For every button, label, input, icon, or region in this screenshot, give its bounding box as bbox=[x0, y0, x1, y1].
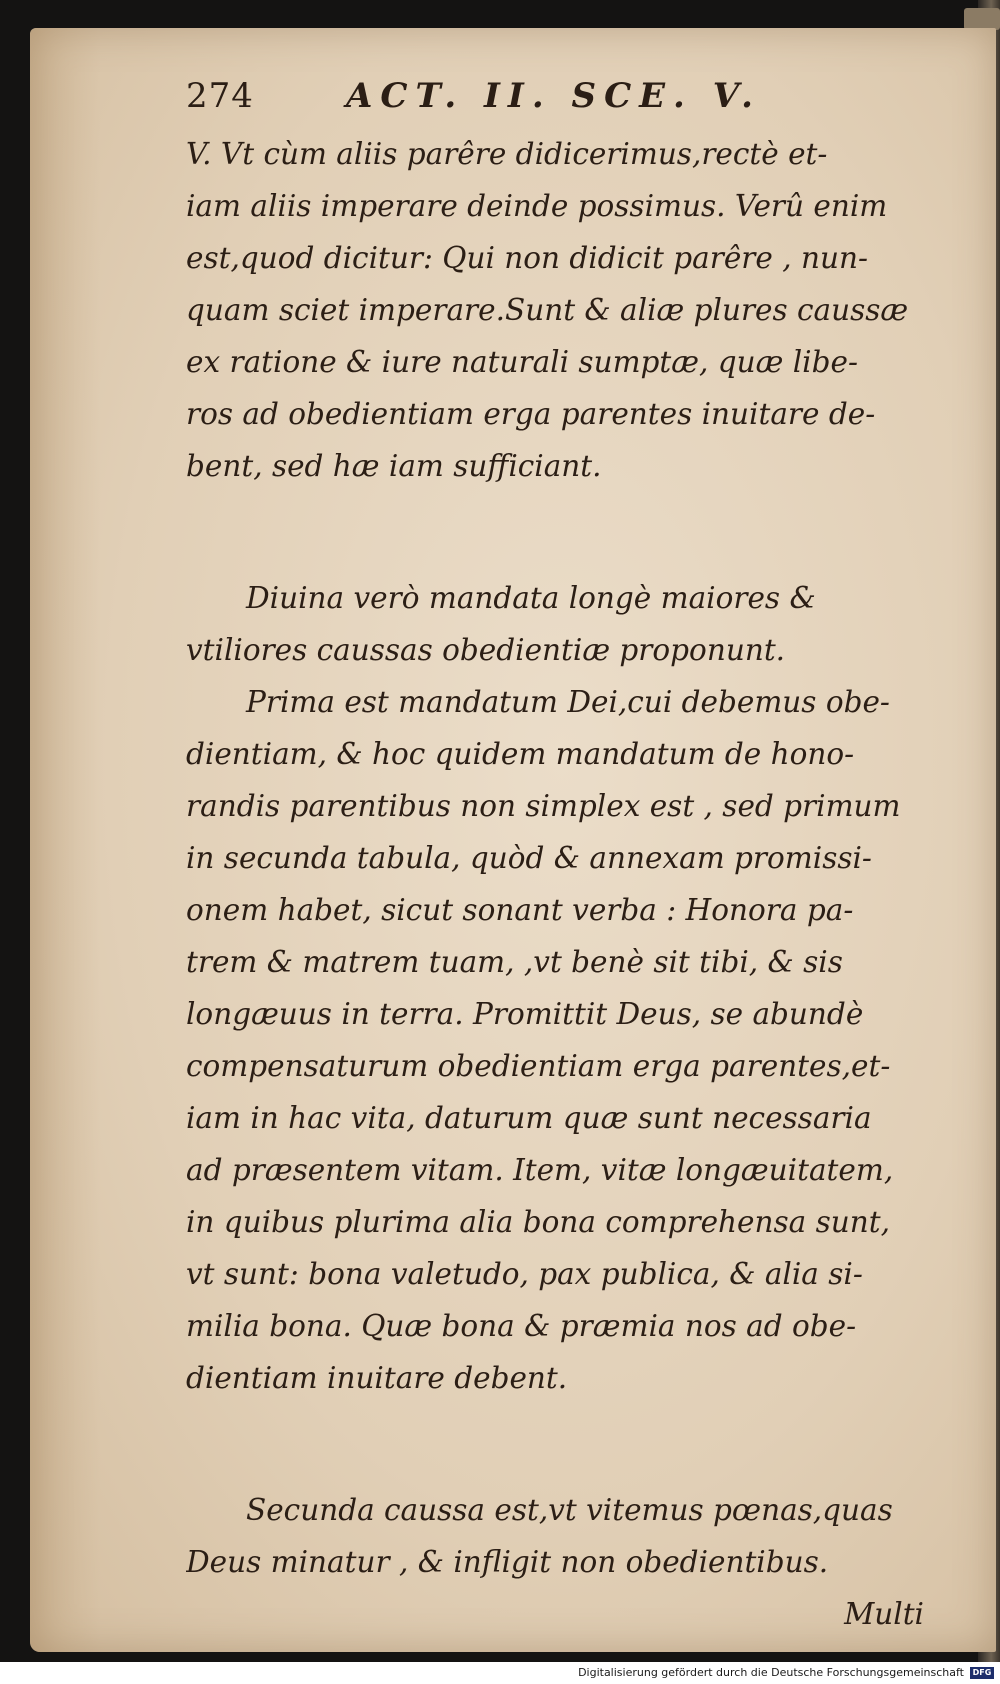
text-line: ex ratione & iure naturali sumptæ, quæ libe- bbox=[186, 345, 858, 379]
text-line: randis parentibus non simplex est , sed primum bbox=[186, 789, 901, 823]
text-line: longæuus in terra. Promittit Deus, se abundè bbox=[186, 997, 864, 1031]
text-line: bent, sed hæ iam sufficiant. bbox=[186, 449, 602, 483]
text-line: Diuina verò mandata longè maiores & bbox=[246, 581, 816, 615]
paragraph-1 bbox=[186, 128, 946, 492]
text-line: ros ad obedientiam erga parentes inuitare de- bbox=[186, 397, 876, 431]
paragraph-2 bbox=[186, 572, 946, 676]
text-line: quam sciet imperare.Sunt & aliæ plures caussæ bbox=[186, 293, 909, 327]
page-number: 274 bbox=[186, 76, 254, 116]
text-line: vtiliores caussas obedientiæ proponunt. bbox=[186, 633, 786, 667]
text-line: iam aliis imperare deinde possimus. Verû enim bbox=[186, 189, 888, 223]
text-line: trem & matrem tuam, ,vt benè sit tibi, & sis bbox=[186, 945, 843, 979]
page-text-block bbox=[186, 64, 946, 1640]
text-line: onem habet, sicut sonant verba : Honora pa- bbox=[186, 893, 854, 927]
text-line: in secunda tabula, quòd & annexam promissi- bbox=[186, 841, 872, 875]
text-line: in quibus plurima alia bona comprehensa sunt, bbox=[186, 1205, 890, 1239]
running-head: ACT. II. SCE. V. bbox=[346, 76, 761, 116]
dfg-logo-icon: DFG bbox=[970, 1667, 994, 1679]
text-line: iam in hac vita, daturum quæ sunt necessaria bbox=[186, 1101, 872, 1135]
text-line: ad præsentem vitam. Item, vitæ longæuitatem, bbox=[186, 1153, 894, 1187]
text-line: milia bona. Quæ bona & præmia nos ad obe- bbox=[186, 1309, 857, 1343]
text-line: compensaturum obedientiam erga parentes,et- bbox=[186, 1049, 891, 1083]
catchword: Multi bbox=[844, 1597, 924, 1631]
footer-bar bbox=[0, 1662, 1000, 1684]
page-header bbox=[186, 64, 946, 128]
paragraph-gap bbox=[186, 1404, 946, 1484]
paragraph-4 bbox=[186, 1484, 946, 1588]
funding-credit: Digitalisierung gefördert durch die Deutsche Forschungsgemeinschaft bbox=[578, 1666, 964, 1679]
text-line: dientiam, & hoc quidem mandatum de hono- bbox=[186, 737, 855, 771]
paragraph-3 bbox=[186, 676, 946, 1404]
spine-tab bbox=[964, 8, 1000, 30]
paragraph-gap bbox=[186, 492, 946, 572]
text-line: V. Vt cùm aliis parêre didicerimus,rectè et- bbox=[186, 137, 828, 171]
text-line: Secunda caussa est,vt vitemus pœnas,quas bbox=[246, 1493, 893, 1527]
text-line: est,quod dicitur: Qui non didicit parêre , nun- bbox=[186, 241, 868, 275]
text-line: Prima est mandatum Dei,cui debemus obe- bbox=[246, 685, 890, 719]
text-line: vt sunt: bona valetudo, pax publica, & alia si- bbox=[186, 1257, 863, 1291]
text-line: dientiam inuitare debent. bbox=[186, 1361, 568, 1395]
text-line: Deus minatur , & infligit non obedientibus. bbox=[186, 1545, 829, 1579]
